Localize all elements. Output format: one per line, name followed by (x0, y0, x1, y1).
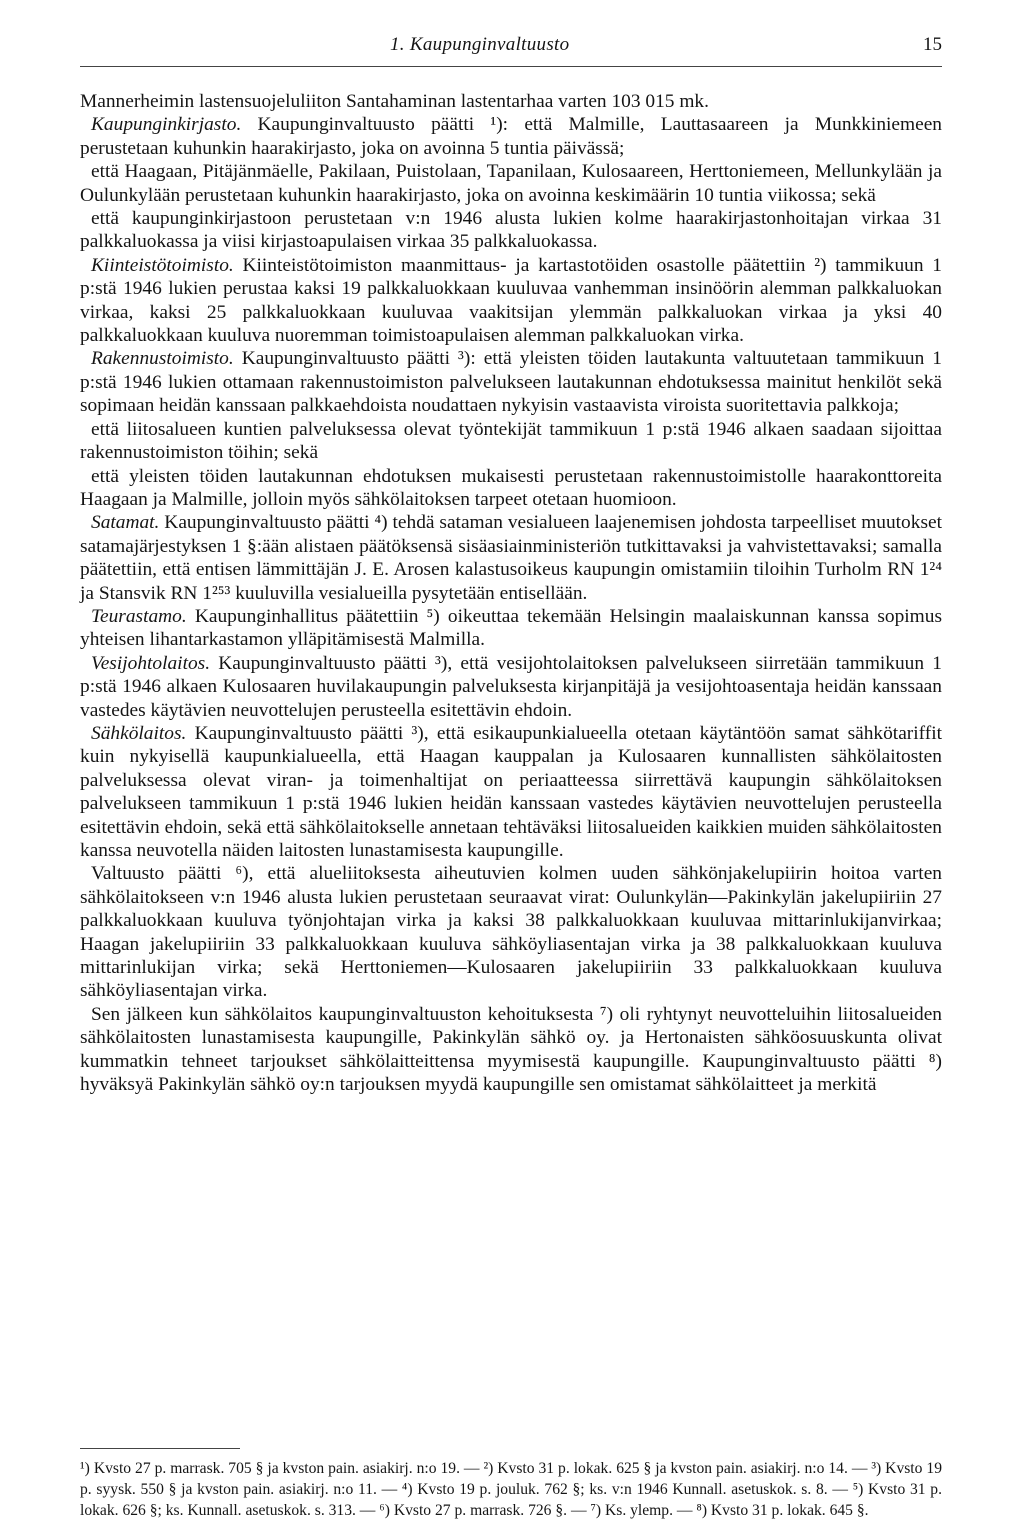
paragraph (80, 113, 942, 160)
paragraph (80, 862, 942, 1002)
paragraph (80, 254, 942, 348)
page-number: 15 (923, 34, 942, 55)
paragraph (80, 1003, 942, 1097)
section-heading: Kaupunginkirjasto. (91, 114, 242, 136)
section-heading: Sähkölaitos. (91, 722, 187, 744)
section-heading: Teurastamo. (91, 605, 187, 627)
body-text (80, 90, 942, 1096)
paragraph (80, 605, 942, 652)
header-rule (80, 66, 942, 67)
paragraph-text: että yleisten töiden lautakunnan ehdotuksen mukaisesti perustetaan rakennustoimistolle haarakonttoreita Haagaan ja Malmille, jolloin myös sähkölaitoksen tarpeet otetaan huomioon. (80, 465, 942, 510)
running-header (80, 34, 942, 60)
paragraph-text: Kiinteistötoimiston maanmittaus- ja kartastotöiden osastolle päätettiin ²) tammikuun 1 p:stä 1946 lukien perustaa kaksi 19 palkkaluokkaan kuuluvaa vanhemman insinöörin alemman palkkaluokan virkaa, kaksi 25 palkkaluokkaan kuuluvaa vaakitsijan ylemmän palkkaluokan virkaa ja yksi 40 palkkaluokkaan kuuluva nuoremman toimistoapulaisen alemman palkkaluokan virka. (80, 254, 942, 347)
paragraph-text: Valtuusto päätti ⁶), että alueliitoksesta aiheutuvien kolmen uuden sähkönjakelupiirin hoitoa varten sähkölaitokseen v:n 1946 alusta lukien perustetaan seuraavat virat: Oulunkylän—Pakinkylän jakelupiiriin 27 palkkaluokkaan kuuluva työnjohtajan virka ja kaksi 38 palkkaluokkaan kuuluvaa mittarinlukijanvirkaa; Haagan jakelupiiriin 33 palkkaluokkaan kuuluva sähköyliasentajan virka ja 38 palkkaluokkaan kuuluva mittarinlukijan virka; sekä Herttoniemen—Kulosaaren jakelupiiriin 33 palkkaluokkaan kuuluva sähköyliasentajan virka. (80, 863, 942, 1002)
paragraph-text: Kaupunginvaltuusto päätti ³): että yleisten töiden lautakunta valtuutetaan tammikuun 1 p:stä 1946 lukien ottamaan rakennustoimiston palvelukseen lautakunnan ehdotuksessa mainitut henkilöt sekä sopimaan heidän kanssaan palkkaehdoista noudattaen nykyisin vastaavista viroista suoritettavia palkkoja; (80, 348, 942, 417)
paragraph-text: että kaupunginkirjastoon perustetaan v:n 1946 alusta lukien kolme haarakirjastonhoitajan virkaa 31 palkkaluokassa ja viisi kirjastoapulaisen virkaa 35 palkkaluokassa. (80, 208, 942, 253)
footnotes: ¹) Kvsto 27 p. marrask. 705 § ja kvston pain. asiakirj. n:o 19. — ²) Kvsto 31 p. lokak. 625 § ja kvston pain. asiakirj. n:o 14. — ³) Kvsto 19 p. syysk. 550 § ja kvston pain. asiakirj. n:o 11. — ⁴) Kvsto 19 p. jouluk. 762 §; ks. v:n 1946 Kunnall. asetuskok. s. 8. — ⁵) Kvsto 31 p. lokak. 626 §; ks. Kunnall. asetuskok. s. 313. — ⁶) Kvsto 27 p. marrask. 726 §. — ⁷) Ks. ylemp. — ⁸) Kvsto 31 p. lokak. 645 §. (80, 1460, 942, 1519)
paragraph-text: Kaupunginhallitus päätettiin ⁵) oikeuttaa tekemään Helsingin maalaiskunnan kanssa sopimus yhteisen lihantarkastamon ylläpitämisestä Malmilla. (80, 605, 942, 651)
paragraph-text: Kaupunginvaltuusto päätti ³), että vesijohtolaitoksen palvelukseen siirretään tammikuun 1 p:stä 1946 alkaen Kulosaaren huvilakaupungin palveluksesta kirjanpitäjä ja vesijohtoasentaja heidän kanssaan vastedes käytävien neuvottelujen perusteella esitettävin ehdoin. (80, 652, 942, 721)
paragraph (80, 207, 942, 254)
paragraph (80, 90, 942, 113)
paragraph (80, 465, 942, 512)
paragraph-text: että Haagaan, Pitäjänmäelle, Pakilaan, Puistolaan, Tapanilaan, Kulosaareen, Herttoniemeen, Mellunkylään ja Oulunkylään perustetaan kuhunkin haarakirjasto, joka on avoinna keskimäärin 10 tuntia viikossa; sekä (80, 161, 942, 206)
footnote-rule (80, 1448, 240, 1449)
section-heading: Vesijohtolaitos. (91, 652, 211, 674)
paragraph-text: Kaupunginvaltuusto päätti ⁴) tehdä sataman vesialueen laajenemisen johdosta tarpeelliset muutokset satamajärjestyksen 1 §:ään alistaen päätöksensä sisäasiainministeriön tutkittavaksi ja vahvistettavaksi; samalla päätettiin, että entisen lämmittäjän J. E. Arosen kalastusoikeus kaupungin omistamiin tiloihin Turholm RN 1²⁴ ja Stansvik RN 1²⁵³ kuuluvilla vesialueilla pysytetään entisellään. (80, 512, 942, 604)
paragraph-text: Kaupunginvaltuusto päätti ³), että esikaupunkialueella otetaan käytäntöön samat sähkötariffit kuin nykyisellä kaupunkialueella, että Haagan kauppalan ja Kulosaaren kunnallisten sähkölaitosten palveluksessa olevat viran- ja toimenhaltijat on periaatteessa siirrettävä kaupungin sähkölaitoksen palvelukseen tammikuun 1 p:stä 1946 lukien heidän kanssaan vastedes käytävien neuvottelujen perusteella esitettävin ehdoin, sekä että sähkölaitokselle annetaan tehtäväksi liitosalueiden kaikkien muiden sähkölaitosten kanssa neuvotella näiden laitosten lunastamisesta kaupungille. (80, 722, 942, 861)
paragraph (80, 722, 942, 862)
section-heading: Rakennustoimisto. (91, 348, 234, 370)
paragraph-text: Mannerheimin lastensuojeluliiton Santahaminan lastentarhaa varten 103 015 mk. (80, 91, 709, 112)
section-heading: Satamat. (91, 512, 160, 534)
paragraph-text: Kaupunginvaltuusto päätti ¹): että Malmille, Lauttasaareen ja Munkkiniemeen perustetaan kuhunkin haarakirjasto, joka on avoinna 5 tuntia päivässä; (80, 114, 942, 159)
paragraph-text: Sen jälkeen kun sähkölaitos kaupunginvaltuuston kehoituksesta ⁷) oli ryhtynyt neuvotteluihin liitosalueiden sähkölaitosten lunastamisesta kaupungille, Pakinkylän sähkö oy. ja Hertonaisten sähköosuuskunta olivat kummatkin tehneet tarjoukset sähkölaitteittensa myymisestä kaupungille. Kaupunginvaltuusto päätti ⁸) hyväksyä Pakinkylän sähkö oy:n tarjouksen myydä kaupungille sen omistamat sähkölaitteet ja merkitä (80, 1003, 942, 1096)
paragraph (80, 652, 942, 722)
paragraph (80, 418, 942, 465)
paragraph (80, 160, 942, 207)
paragraph (80, 347, 942, 417)
header-title: 1. Kaupunginvaltuusto (390, 34, 570, 55)
paragraph-text: että liitosalueen kuntien palveluksessa olevat työntekijät tammikuun 1 p:stä 1946 alkaen saadaan sijoittaa rakennustoimiston töihin; sekä (80, 418, 942, 464)
section-heading: Kiinteistötoimisto. (91, 254, 234, 276)
paragraph (80, 511, 942, 605)
